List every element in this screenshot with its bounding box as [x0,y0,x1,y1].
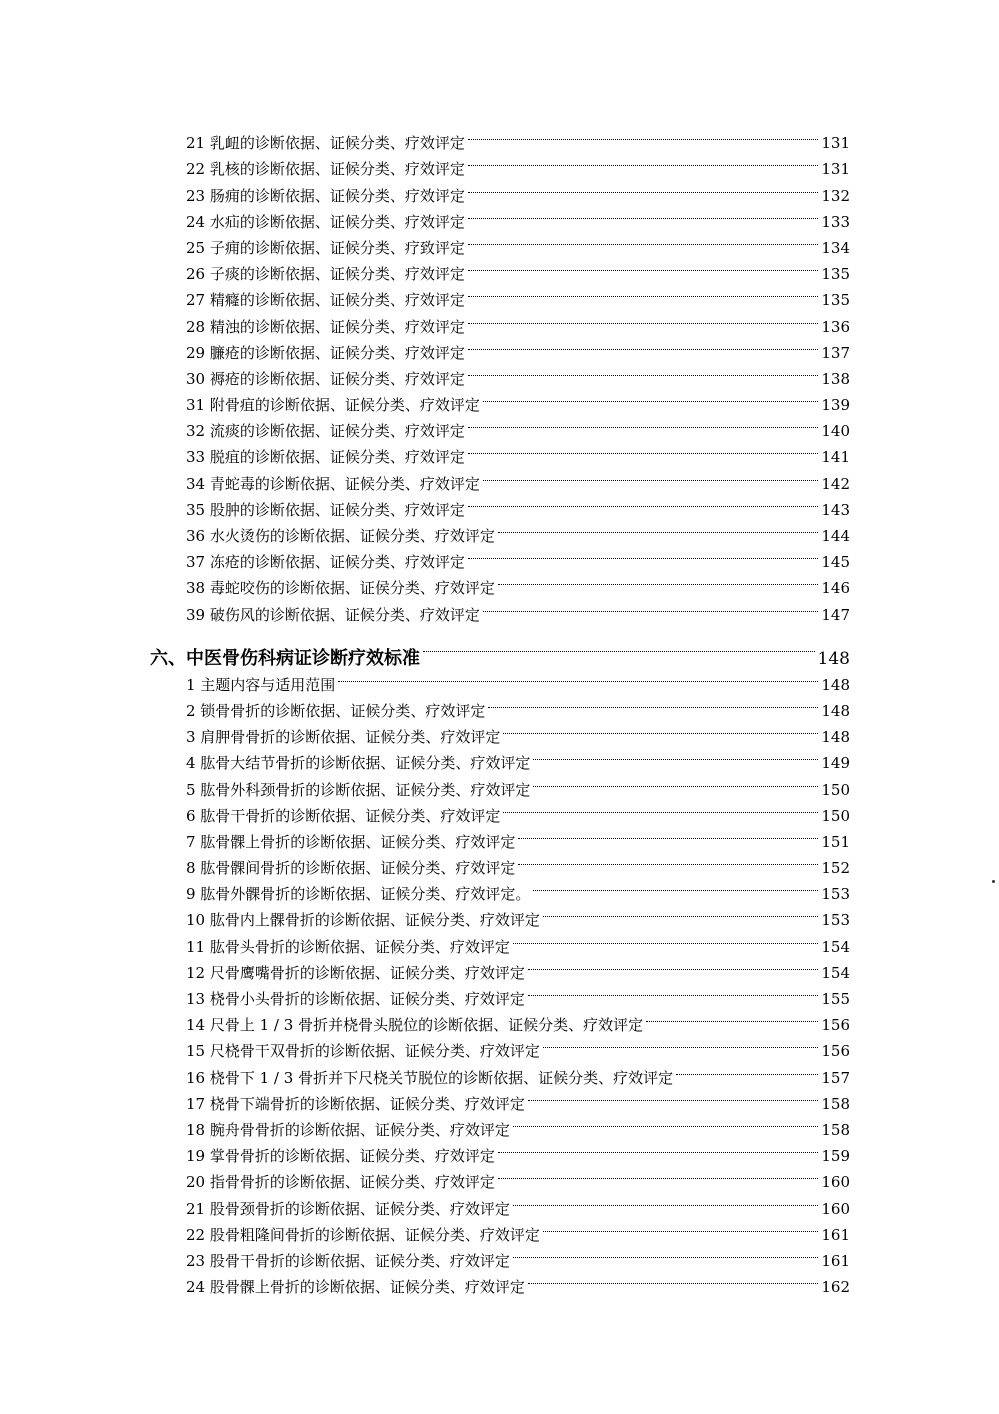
dot-leader [543,1214,819,1240]
dot-leader [468,122,819,148]
toc-entry-page: 161 [821,1251,850,1270]
dot-leader [498,515,819,541]
toc-entry-title: 19 掌骨骨折的诊断依据、证候分类、疗效评定 [186,1147,495,1166]
toc-entry-page: 146 [821,579,850,598]
toc-entry-page: 162 [821,1278,850,1297]
toc-entry-title: 31 附骨疽的诊断依据、证候分类、疗效评定 [186,396,480,415]
toc-entry-page: 133 [821,212,850,231]
toc-entry-page: 143 [821,500,850,519]
dot-leader [498,1161,819,1187]
toc-entry-page: 151 [821,832,850,851]
toc-entry-page: 154 [821,937,850,956]
dot-leader [513,1187,819,1213]
dot-leader [468,279,819,305]
toc-entry-title: 24 股骨髁上骨折的诊断依据、证候分类、疗效评定 [186,1278,525,1297]
toc-entry-page: 160 [821,1173,850,1192]
toc-entry-page: 141 [821,448,850,467]
toc-entry-title: 2 锁骨骨折的诊断依据、证候分类、疗效评定 [186,701,486,720]
dot-leader [468,253,819,279]
dot-leader [468,227,819,253]
toc-entry-title: 10 肱骨内上髁骨折的诊断依据、证候分类、疗效评定 [186,911,540,930]
toc-entry-page: 145 [821,553,850,572]
dot-leader [676,1056,818,1082]
dot-leader [468,174,819,200]
toc-entry-page: 131 [821,134,850,153]
dot-leader [468,305,819,331]
toc-entry-page: 154 [821,963,850,982]
toc-entry-page: 160 [821,1199,850,1218]
dot-leader [518,847,818,873]
dot-leader [528,1083,819,1109]
dot-leader [468,410,819,436]
toc-entry-page: 137 [821,343,850,362]
toc-entry-title: 4 肱骨大结节骨折的诊断依据、证候分类、疗效评定 [186,754,531,773]
toc-entry-title: 37 冻疮的诊断依据、证候分类、疗效评定 [186,553,465,572]
toc-entry-page: 153 [821,885,850,904]
toc-entry-title: 38 毒蛇咬伤的诊断依据、证侯分类、疗效评定 [186,579,495,598]
toc-entry-page: 144 [821,527,850,545]
dot-leader [533,873,818,899]
toc-entry-title: 17 桡骨下端骨折的诊断依据、证候分类、疗效评定 [186,1094,525,1113]
toc-entry-title: 22 股骨粗隆间骨折的诊断依据、证候分类、疗效评定 [186,1225,540,1244]
dot-leader [528,952,819,978]
toc-entry-page: 138 [821,369,850,388]
dot-leader [468,541,819,567]
toc-entry-title: 12 尺骨鹰嘴骨折的诊断依据、证候分类、疗效评定 [186,963,525,982]
toc-entry-page: 158 [821,1120,850,1139]
dot-leader [513,1109,819,1135]
toc-entry-title: 16 桡骨下 1 / 3 骨折并下尺桡关节脱位的诊断依据、证候分类、疗效评定 [186,1068,674,1087]
toc-entry-page: 157 [821,1068,850,1087]
toc-entry-page: 155 [821,990,850,1008]
toc-entry-title: 35 股肿的诊断依据、证候分类、疗效评定 [186,500,465,519]
toc-entry-title: 26 子痰的诊断依据、证候分类、疗效评定 [186,265,465,284]
toc-entry-title: 28 精浊的诊断依据、证候分类、疗效评定 [186,317,465,336]
dot-leader [533,768,818,794]
dot-leader [513,925,819,951]
toc-entry-page: 156 [821,1042,850,1061]
toc-entry-page: 131 [821,160,850,179]
page-edge-mark [992,880,995,883]
toc-entry-title: 18 腕舟骨骨折的诊断依据、证候分类、疗效评定 [186,1120,510,1139]
toc-entry-title: 30 褥疮的诊断依据、证候分类、疗效评定 [186,369,465,388]
toc-entry-title: 7 肱骨髁上骨折的诊断依据、证候分类、疗效评定 [186,832,516,851]
dot-leader [533,742,818,768]
toc-entry-title: 24 水疝的诊断依据、证候分类、疗效评定 [186,212,465,231]
dot-leader [468,332,819,358]
dot-leader [483,384,819,410]
toc-entry-page: 152 [821,859,850,878]
toc-entry-page: 134 [821,238,850,257]
toc-entry-title: 21 乳衄的诊断依据、证候分类、疗效评定 [186,134,465,153]
toc-section-heading-page: 148 [817,648,850,669]
dot-leader [468,148,819,174]
toc-entry-title: 27 精癃的诊断依据、证候分类、疗效评定 [186,291,465,310]
toc-entry-title: 23 股骨干骨折的诊断依据、证候分类、疗效评定 [186,1251,510,1270]
dot-leader [528,978,819,1004]
toc-entry-title: 25 子痈的诊断依据、证候分类、疗致评定 [186,238,465,257]
toc-entry-page: 135 [821,265,850,284]
toc-entry[interactable] [150,122,850,153]
dot-leader [528,1266,819,1292]
dot-leader [468,358,819,384]
dot-leader [423,624,815,664]
dot-leader [338,664,818,690]
toc-entry-page: 148 [821,728,850,747]
dot-leader [503,795,818,821]
toc-entry-page: 135 [821,291,850,310]
toc-section-heading[interactable] [150,624,850,669]
toc-entry-title: 13 桡骨小头骨折的诊断依据、证候分类、疗效评定 [186,990,525,1008]
toc-entry-page: 148 [821,675,850,694]
toc-entry-title: 32 流痰的诊断依据、证候分类、疗效评定 [186,422,465,441]
toc-entry-title: 3 肩胛骨骨折的诊断依据、证候分类、疗效评定 [186,728,501,747]
toc-section-heading-title: 六、中医骨伤科病证诊断疗效标准 [150,647,420,669]
dot-leader [468,201,819,227]
toc-entry-page: 149 [821,754,850,773]
toc-entry-page: 150 [821,806,850,825]
dot-leader [503,716,818,742]
dot-leader [483,593,819,619]
toc-entry-page: 142 [821,474,850,493]
toc-entry-page: 139 [821,396,850,415]
dot-leader [543,1030,819,1056]
toc-entry-page: 153 [821,911,850,930]
toc-entry-title: 11 肱骨头骨折的诊断依据、证候分类、疗效评定 [186,937,510,956]
toc-entry-page: 132 [821,186,850,205]
dot-leader [468,489,819,515]
toc-entry-title: 6 肱骨干骨折的诊断依据、证候分类、疗效评定 [186,806,501,825]
dot-leader [543,899,819,925]
toc-entry-title: 1 主题内容与适用范围 [186,675,336,694]
dot-leader [498,567,819,593]
toc-entry-title: 20 指骨骨折的诊断依据、证候分类、疗效评定 [186,1173,495,1192]
toc-entry-title: 14 尺骨上 1 / 3 骨折并桡骨头脱位的诊断依据、证候分类、疗效评定 [186,1016,644,1035]
toc-entry-page: 140 [821,422,850,441]
toc-entry-page: 148 [821,701,850,720]
toc-entry-title: 36 水火烫伤的诊断依据、证候分类、疗效评定 [186,527,495,545]
dot-leader [488,690,818,716]
toc-entry-page: 159 [821,1147,850,1166]
toc-entry-title: 8 肱骨髁间骨折的诊断依据、证候分类、疗效评定 [186,859,516,878]
toc-entry-title: 29 臁疮的诊断依据、证候分类、疗效评定 [186,343,465,362]
toc-entry-title: 23 肠痈的诊断依据、证候分类、疗效评定 [186,186,465,205]
toc-entry-title: 39 破伤风的诊断依据、证候分类、疗效评定 [186,605,480,624]
toc-entry-page: 147 [821,605,850,624]
toc-entry-title: 34 青蛇毒的诊断依据、证候分类、疗效评定 [186,474,480,493]
toc-entry-title: 22 乳核的诊断依据、证候分类、疗效评定 [186,160,465,179]
toc-entry-page: 158 [821,1094,850,1113]
toc-entry-title: 15 尺桡骨干双骨折的诊断依据、证候分类、疗效评定 [186,1042,540,1061]
toc-entry-page: 161 [821,1225,850,1244]
dot-leader [468,436,819,462]
dot-leader [518,821,818,847]
toc-entry-title: 5 肱骨外科颈骨折的诊断依据、证候分类、疗效评定 [186,780,531,799]
table-of-contents [150,122,850,1297]
dot-leader [483,462,819,488]
dot-leader [646,1004,818,1030]
toc-entry-title: 21 股骨颈骨折的诊断依据、证候分类、疗效评定 [186,1199,510,1218]
toc-entry-page: 150 [821,780,850,799]
toc-entry-page: 156 [821,1016,850,1035]
dot-leader [498,1135,819,1161]
toc-entry-title: 33 脱疽的诊断依据、证候分类、疗效评定 [186,448,465,467]
dot-leader [513,1240,819,1266]
toc-entry-title: 9 肱骨外髁骨折的诊断依据、证候分类、疗效评定。 [186,885,531,904]
toc-entry-page: 136 [821,317,850,336]
